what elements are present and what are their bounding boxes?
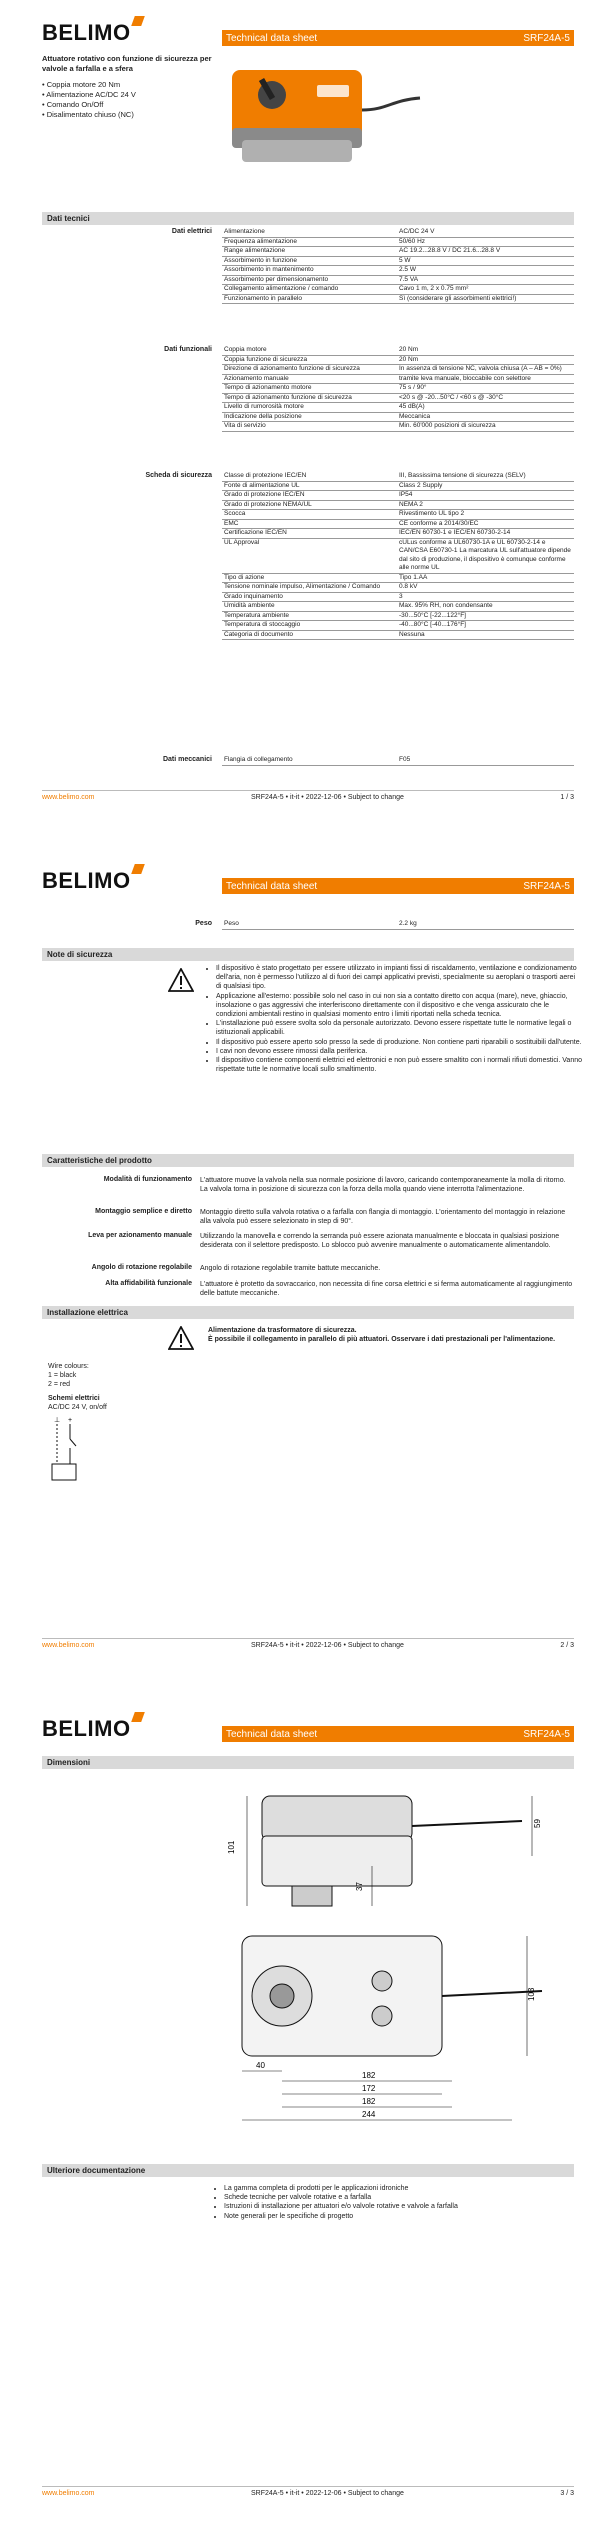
dim-label: 172 [362,2084,376,2093]
spec-row [222,413,574,423]
intro-bullet: • Alimentazione AC/DC 24 V [42,90,212,100]
group-label: Dati elettrici [171,228,212,235]
header-model: SRF24A-5 [523,32,570,44]
spec-key: Indicazione della posizione [224,412,302,420]
footer [42,790,574,801]
safety-note: • Il dispositivo è stato progettato per essere utilizzato in impianti fissi di riscaldamento, ventilazione e condizionamento dell'aria, non è permesso l'utilizzo al di fuori dei campi applicativi previsti, specialmente su aeroplani o trasporti aerei di qualsiasi tipo. [216,964,582,992]
dim-label: 182 [362,2097,376,2106]
svg-text:+: + [68,1417,73,1424]
dim-label: 59 [533,1819,542,1828]
footer-page: 2 / 3 [560,1642,574,1649]
section-header-features: Caratteristiche del prodotto [42,1154,574,1167]
actuator-product-image [222,40,422,180]
spec-value: 5 W [399,256,411,264]
belimo-logo: BELIMO [42,1716,143,1742]
section-header-install: Installazione elettrica [42,1306,574,1319]
dimension-drawing [222,1776,562,2156]
spec-key: Peso [224,920,239,927]
intro-bullet: • Coppia motore 20 Nm [42,80,212,90]
spec-key: Temperatura di stoccaggio [224,621,301,628]
schema-subtitle: AC/DC 24 V, on/off [48,1403,107,1411]
spec-value: Rivestimento UL tipo 2 [399,510,465,517]
spec-key: Grado inquinamento [224,592,283,600]
group-label: Peso [195,920,212,927]
spec-row [222,574,574,584]
belimo-logo: BELIMO [42,20,143,46]
dim-label: 182 [362,2071,376,2080]
spec-row [222,266,574,276]
feature-text: Montaggio diretto sulla valvola rotativa o a farfalla con flangia di montaggio. L'orientamento del montaggio in relazione alla valvola può essere selezionato in step di 90°. [200,1209,566,1225]
spec-key: Grado di protezione NEMA/UL [224,500,312,508]
spec-value: 75 s / 90° [399,384,427,391]
safety-notes-list [208,964,582,1074]
spec-row [222,422,574,432]
header-model: SRF24A-5 [523,1728,570,1740]
spec-row [222,247,574,257]
page-1 [0,0,600,848]
dim-label: 40 [256,2061,265,2070]
group-label: Dati meccanici [162,756,212,763]
install-warning [208,1326,574,1344]
spec-key: EMC [224,519,239,527]
footer-page: 3 / 3 [560,2490,574,2497]
wiring-diagram [48,1414,88,1484]
wire-colours-title: Wire colours: [48,1363,89,1370]
header-title: Technical data sheet [226,1728,318,1740]
dim-label: 101 [227,1840,236,1854]
docs-item: • Istruzioni di installazione per attuatori e/o valvole rotative e valvole a farfalla [224,2202,582,2211]
spec-key: Assorbimento in funzione [224,256,297,264]
spec-row [222,501,574,511]
spec-value: F05 [399,756,411,763]
spec-key: Grado di protezione IEC/EN [224,491,305,498]
spec-key: Umidità ambiente [224,602,275,609]
spec-value: 50/60 Hz [399,237,426,245]
feature-label: Alta affidabilità funzionale [105,1280,192,1287]
section-header-tech: Dati tecnici [42,212,574,225]
spec-row [222,520,574,530]
spec-key: Scocca [224,510,246,517]
footer [42,2486,574,2497]
spec-key: Flangia di collegamento [224,756,293,763]
header-banner [222,1726,574,1742]
section-header-dims: Dimensioni [42,1756,574,1769]
spec-value: AC 19.2...28.8 V / DC 21.6...28.8 V [399,247,501,254]
spec-value: 20 Nm [399,355,419,363]
spec-row [222,612,574,622]
wire-colour-item: 1 = black [48,1372,77,1380]
spec-value: 3 [399,592,403,600]
spec-value: Cavo 1 m, 2 x 0.75 mm² [399,285,469,292]
spec-key: Tensione nominale impulso, Alimentazione / Comando [224,583,381,590]
spec-key: Coppia funzione di sicurezza [224,355,308,363]
spec-row [222,593,574,603]
spec-value: IP54 [399,491,413,498]
spec-key: Fonte di alimentazione UL [224,481,300,489]
spec-key: Alimentazione [224,228,265,235]
header-model: SRF24A-5 [523,880,570,892]
spec-value: 20 Nm [399,346,419,353]
safety-note: • Applicazione all'esterno: possibile solo nel caso in cui non sia a contatto diretto con acqua (mare), neve, ghiaccio, insolazione o gas aggressivi che interferiscono direttamente con il dispositivo e che venga assicurato che le condizioni ambientali restino in qualsiasi momento entro i limiti riportati nella scheda tecnica. [216,992,582,1020]
dim-label: 244 [362,2110,376,2119]
spec-value: 7.5 VA [399,275,419,283]
feature-text: L'attuatore è protetto da sovraccarico, non necessita di fine corsa elettrici e si ferma automaticamente al raggiungimento delle battute meccaniche. [200,1281,573,1297]
spec-key: Frequenza alimentazione [224,237,297,245]
spec-key: Tempo di azionamento funzione di sicurezza [224,393,352,401]
footer-meta: SRF24A-5 • it-it • 2022-12-06 • Subject to change [251,794,404,801]
feature-text: Angolo di rotazione regolabile tramite battute meccaniche. [200,1265,381,1272]
spec-row [222,238,574,248]
spec-key: Vita di servizio [224,422,266,429]
spec-key: UL Approval [224,538,260,546]
footer-url[interactable]: www.belimo.com [42,794,95,801]
spec-value: 0.8 kV [399,583,418,590]
wire-colours [48,1362,208,1412]
docs-item: • Schede tecniche per valvole rotative e a farfalla [224,2193,582,2202]
spec-key: Categoria di documento [224,630,294,638]
docs-list [216,2184,582,2221]
warning-icon [168,968,194,992]
spec-key: Azionamento manuale [224,374,289,382]
spec-key: Assorbimento per dimensionamento [224,275,329,283]
spec-value: <20 s @ -20...50°C / <60 s @ -30°C [399,393,504,401]
footer [42,1638,574,1649]
page-2 [0,848,600,1696]
spec-row [222,920,574,930]
spec-key: Tempo di azionamento motore [224,384,312,391]
dim-label: 103 [527,1987,536,2001]
section-header-safety: Note di sicurezza [42,948,574,961]
spec-row [222,539,574,574]
spec-row [222,228,574,238]
spec-row [222,472,574,482]
feature-label: Modalità di funzionamento [103,1176,192,1183]
spec-row [222,491,574,501]
safety-note: • Il dispositivo può essere aperto solo presso la sede di produzione. Non contiene parti riparabili o sostituibili dall'utente. [216,1038,582,1047]
warning-icon [168,1326,194,1350]
spec-key: Tipo di azione [224,573,265,581]
spec-row [222,356,574,366]
feature-label: Angolo di rotazione regolabile [91,1264,192,1271]
install-warning-title: Alimentazione da trasformatore di sicurezza. [208,1327,357,1334]
header-title: Technical data sheet [226,32,318,44]
spec-value: 2.5 W [399,266,416,273]
spec-value: -30...50°C [-22...122°F] [399,611,466,619]
header-banner [222,878,574,894]
spec-value: Max. 95% RH, non condensante [399,602,493,609]
spec-row [222,583,574,593]
spec-value: Min. 60'000 posizioni di sicurezza [399,422,496,429]
safety-note: • I cavi non devono essere rimossi dalla periferica. [216,1047,582,1056]
feature-label: Montaggio semplice e diretto [95,1208,192,1215]
spec-row [222,276,574,286]
intro-bullet: • Comando On/Off [42,100,212,110]
spec-row [222,295,574,305]
spec-value: In assenza di tensione NC, valvola chiusa (A – AB = 0%) [399,365,562,372]
spec-key: Assorbimento in mantenimento [224,266,314,273]
spec-key: Classe di protezione IEC/EN [224,472,307,479]
spec-value: NEMA 2 [399,500,423,508]
feature-label: Leva per azionamento manuale [88,1232,192,1239]
spec-key: Collegamento alimentazione / comando [224,285,339,292]
spec-row [222,384,574,394]
feature-text: Utilizzando la manovella e correndo la serranda può essere azionata manualmente e bloccata in qualsiasi posizione desiderata con il selettore predisposto. Lo sblocco può avvenire manualmente o automaticamente alimentandolo. [200,1233,560,1249]
install-warning-text: È possibile il collegamento in parallelo di più attuatori. Osservare i dati prestazionali per l'alimentazione. [208,1336,556,1344]
schema-title: Schemi elettrici [48,1394,100,1402]
footer-meta: SRF24A-5 • it-it • 2022-12-06 • Subject to change [251,1642,404,1649]
footer-url[interactable]: www.belimo.com [42,1642,95,1649]
spec-value: CE conforme a 2014/30/EC [399,519,479,527]
belimo-logo: BELIMO [42,868,143,894]
page-3 [0,1696,600,2544]
product-subtitle: Attuatore rotativo con funzione di sicurezza per valvole a farfalla e a sfera [42,54,212,73]
spec-value: 2.2 kg [399,920,417,927]
spec-row [222,756,574,766]
spec-row [222,529,574,539]
spec-key: Funzionamento in parallelo [224,294,303,302]
svg-text:⊥: ⊥ [54,1417,61,1424]
docs-item: • La gamma completa di prodotti per le applicazioni idroniche [224,2184,582,2193]
footer-url[interactable]: www.belimo.com [42,2490,95,2497]
spec-value: Meccanica [399,412,431,420]
spec-row [222,375,574,385]
spec-value: Class 2 Supply [399,481,443,489]
header-title: Technical data sheet [226,880,318,892]
footer-page: 1 / 3 [560,794,574,801]
spec-row [222,346,574,356]
spec-row [222,394,574,404]
spec-value: -40...80°C [-40...176°F] [399,621,466,628]
section-header-docs: Ulteriore documentazione [42,2164,574,2177]
spec-value: Tipo 1.AA [399,573,428,581]
safety-note: • Il dispositivo contiene componenti elettrici ed elettronici e non può essere smaltito con i normali rifiuti domestici. Vanno rispettate tutte le normative locali sullo smaltimento. [216,1056,582,1074]
spec-row [222,257,574,267]
spec-value: 45 dB(A) [399,403,425,410]
spec-row [222,403,574,413]
spec-key: Coppia motore [224,346,267,353]
spec-value: AC/DC 24 V [399,228,435,235]
spec-value: IEC/EN 60730-1 e IEC/EN 60730-2-14 [399,529,511,536]
safety-note: • L'installazione può essere svolta solo da personale autorizzato. Devono essere rispettate tutte le normative legali o istituzionali applicabili. [216,1019,582,1037]
spec-key: Temperatura ambiente [224,611,290,619]
spec-value: tramite leva manuale, bloccabile con selettore [399,374,531,382]
spec-key: Livello di rumorosità motore [224,403,304,410]
spec-row [222,365,574,375]
spec-value: III, Bassissima tensione di sicurezza (SELV) [399,472,526,479]
spec-row [222,482,574,492]
intro-bullet: • Disalimentato chiuso (NC) [42,110,212,120]
spec-value: cULus conforme a UL60730-1A e UL 60730-2-14 e CAN/CSA E60730-1 La marcatura UL sull'attuatore dipende dal sito di produzione, il dispositivo è comunque conforme alle norme UL [399,538,571,571]
spec-row [222,510,574,520]
group-label: Scheda di sicurezza [145,472,212,479]
spec-row [222,285,574,295]
spec-value: Sì (considerare gli assorbimenti elettrici!) [399,294,517,302]
spec-row [222,602,574,612]
footer-meta: SRF24A-5 • it-it • 2022-12-06 • Subject to change [251,2490,404,2497]
group-label: Dati funzionali [164,346,212,353]
spec-row [222,621,574,631]
spec-key: Direzione di azionamento funzione di sicurezza [224,365,360,372]
spec-row [222,631,574,641]
wire-colour-item: 2 = red [48,1381,70,1389]
spec-key: Certificazione IEC/EN [224,529,287,536]
spec-key: Range alimentazione [224,247,286,254]
dim-label: 37 [355,1882,364,1891]
spec-value: Nessuna [399,630,425,638]
feature-text: L'attuatore muove la valvola nella sua normale posizione di lavoro, caricando contemporaneamente la molla di ritorno. La valvola torna in posizione di sicurezza con la forza della molla quando viene interrotta l'alimentazione. [200,1177,566,1193]
product-intro [42,54,212,120]
docs-item: • Note generali per le specifiche di progetto [224,2212,582,2221]
